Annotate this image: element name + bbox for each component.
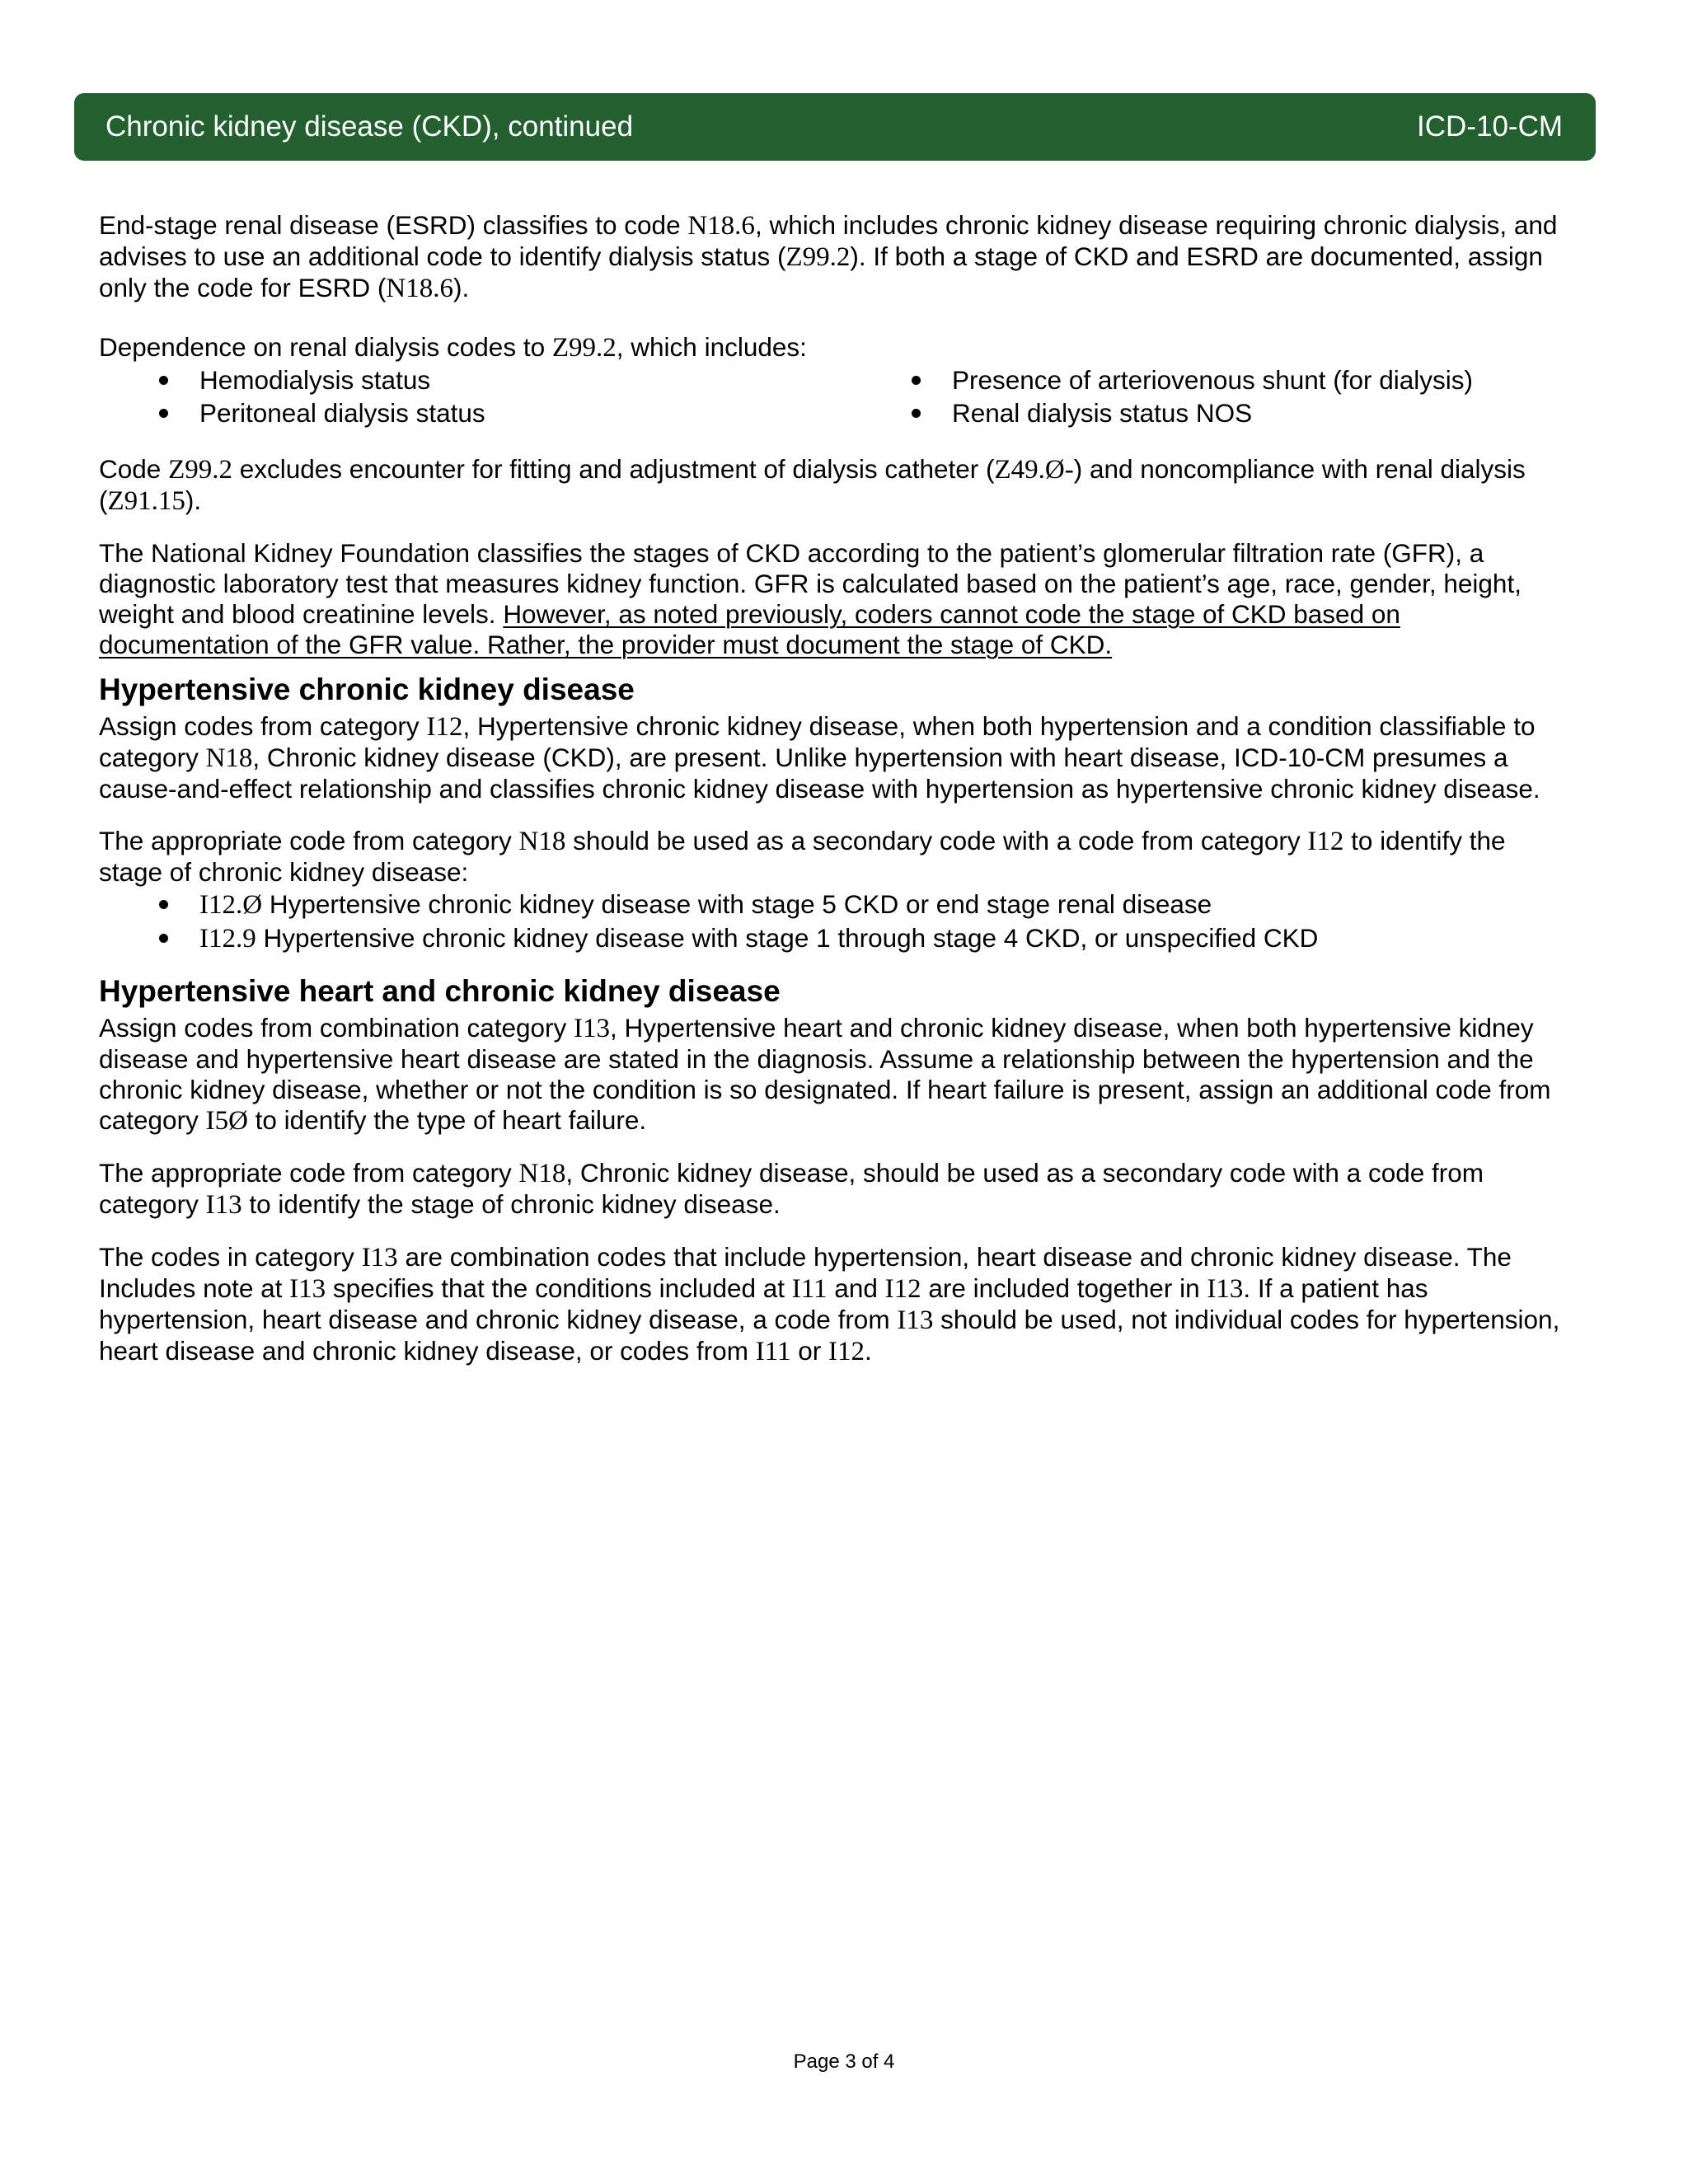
text-run: , which includes: xyxy=(616,332,807,362)
text-run: are combination codes that include hypertension, heart disease and chronic kidney disease. The Includes note at xyxy=(99,1242,1512,1303)
text-run: should be used, not individual codes for hypertension, heart disease and chronic kidney disease, or codes from xyxy=(99,1305,1560,1366)
excludes-paragraph xyxy=(99,454,1574,517)
text-run: , Chronic kidney disease (CKD), are present. Unlike hypertension with heart disease, ICD-10-CM presumes a cause-and-effect relationship and classifies chronic kidney disease with hypertension as hypertensive chronic kidney disease. xyxy=(99,743,1540,804)
list-item: Presence of arteriovenous shunt (for dialysis) xyxy=(851,363,1574,396)
text-run: and xyxy=(827,1273,885,1303)
text-run: Dependence on renal dialysis codes to xyxy=(99,332,552,362)
text-run: The appropriate code from category xyxy=(99,826,519,855)
icd-code: I13 xyxy=(574,1014,611,1043)
text-run: Assign codes from category xyxy=(99,711,427,741)
icd-code: I12.9 xyxy=(199,924,256,954)
text-run: ). xyxy=(453,273,470,302)
icd-code: I5Ø xyxy=(205,1106,248,1136)
list-item: Hemodialysis status xyxy=(99,363,851,396)
list-item xyxy=(99,888,1574,921)
icd-code: N18 xyxy=(518,1159,566,1188)
heading-hypertensive-ckd: Hypertensive chronic kidney disease xyxy=(99,673,635,706)
text-run: Code xyxy=(99,454,169,484)
text-run: to identify the stage of chronic kidney disease. xyxy=(241,1189,781,1219)
section-header-bar xyxy=(74,93,1596,161)
section-title: Chronic kidney disease (CKD), continued xyxy=(106,110,634,143)
icd-code: I11 xyxy=(791,1274,828,1304)
icd-code: Z99.2 xyxy=(551,333,617,363)
text-run: are included together in xyxy=(921,1273,1207,1303)
icd-code: N18.6 xyxy=(687,211,755,241)
text-run: The National Kidney Foundation classifies the stages of CKD according to the patient’s glomerular filtration rate (GFR), a diagnostic laboratory test that measures kidney function. GFR is calculated based on the patient’s age, race, gender, height, weight and blood creatinine levels. xyxy=(99,538,1522,629)
text-run: to identify the stage of chronic kidney disease: xyxy=(99,826,1506,887)
page-number: Page 3 of 4 xyxy=(793,2050,895,2073)
icd-code: N18.6 xyxy=(386,274,454,303)
text-run: excludes encounter for fitting and adjustment of dialysis catheter ( xyxy=(232,454,995,484)
text-run: , Hypertensive heart and chronic kidney disease, when both hypertensive kidney disease and hypertensive heart disease are stated in the diagnosis. Assume a relationship between the hypertension and the chronic kidney disease, whether or not the condition is so designated. If heart failure is present, assign an additional code from category xyxy=(99,1013,1551,1135)
dependence-intro xyxy=(99,332,1574,363)
text-run: or xyxy=(790,1336,828,1366)
hhckd-paragraph-3 xyxy=(99,1242,1574,1367)
code-set-label: ICD-10-CM xyxy=(1417,110,1563,143)
text-run: Hypertensive chronic kidney disease with stage 1 through stage 4 CKD, or unspecified CKD xyxy=(256,923,1319,953)
text-run: , which includes chronic kidney disease requiring chronic dialysis, and advises to use an additional code to identify dialysis status ( xyxy=(99,210,1558,271)
list-item xyxy=(99,921,1574,955)
text-run: , Chronic kidney disease, should be used as a secondary code with a code from category xyxy=(99,1158,1484,1219)
icd-code: Z49.Ø- xyxy=(994,455,1074,485)
text-run: specifies that the conditions included at xyxy=(326,1273,792,1303)
text-run: should be used as a secondary code with a code from category xyxy=(565,826,1308,855)
icd-code: N18 xyxy=(205,743,253,773)
icd-code: Z99.2 xyxy=(785,242,851,272)
text-run: ) and noncompliance with renal dialysis ( xyxy=(99,454,1526,515)
list-item: Peritoneal dialysis status xyxy=(99,396,851,429)
text-run: to identify the type of heart failure. xyxy=(247,1105,647,1135)
icd-code: I12 xyxy=(828,1337,865,1366)
icd-code: N18 xyxy=(518,827,566,856)
icd-code: Z91.15 xyxy=(107,486,185,516)
icd-code: I11 xyxy=(755,1337,791,1366)
text-run: Hypertensive chronic kidney disease with stage 5 CKD or end stage renal disease xyxy=(262,889,1212,919)
text-run: ). xyxy=(185,485,202,515)
hhckd-paragraph-2 xyxy=(99,1158,1574,1221)
icd-code: Z99.2 xyxy=(168,455,232,485)
dialysis-status-list xyxy=(99,363,1574,429)
hckd-paragraph-2 xyxy=(99,826,1574,888)
icd-code: I13 xyxy=(205,1190,242,1220)
icd-code: I13 xyxy=(1207,1274,1244,1304)
text-run: The appropriate code from category xyxy=(99,1158,519,1188)
text-run: . If a patient has hypertension, heart disease and chronic kidney disease, a code from xyxy=(99,1273,1428,1334)
esrd-paragraph xyxy=(99,210,1574,304)
text-run: The codes in category xyxy=(99,1242,362,1272)
text-run: ). If both a stage of CKD and ESRD are documented, assign only the code for ESRD ( xyxy=(99,241,1543,302)
icd-code: I12.Ø xyxy=(199,890,263,920)
icd-code: I13 xyxy=(361,1243,398,1272)
hhckd-paragraph-1 xyxy=(99,1013,1574,1137)
text-run: . xyxy=(864,1336,872,1366)
heading-hypertensive-heart-ckd: Hypertensive heart and chronic kidney disease xyxy=(99,974,781,1008)
icd-code: I12 xyxy=(884,1274,921,1304)
text-run: , Hypertensive chronic kidney disease, when both hypertension and a condition classifiable to category xyxy=(99,711,1536,772)
icd-code: I12 xyxy=(1307,827,1344,856)
icd-code: I13 xyxy=(897,1305,934,1335)
hckd-code-list xyxy=(99,888,1574,955)
hckd-paragraph-1 xyxy=(99,711,1574,804)
underlined-note: However, as noted previously, coders cannot code the stage of CKD based on documentation of the GFR value. Rather, the provider must document the stage of CKD. xyxy=(99,599,1400,659)
text-run: Assign codes from combination category xyxy=(99,1013,574,1043)
icd-code: I13 xyxy=(289,1274,326,1304)
text-run: End-stage renal disease (ESRD) classifies to code xyxy=(99,210,688,240)
list-item: Renal dialysis status NOS xyxy=(851,396,1574,429)
icd-code: I12 xyxy=(426,712,463,742)
document-body xyxy=(99,210,1574,1389)
nkf-paragraph xyxy=(99,538,1574,660)
